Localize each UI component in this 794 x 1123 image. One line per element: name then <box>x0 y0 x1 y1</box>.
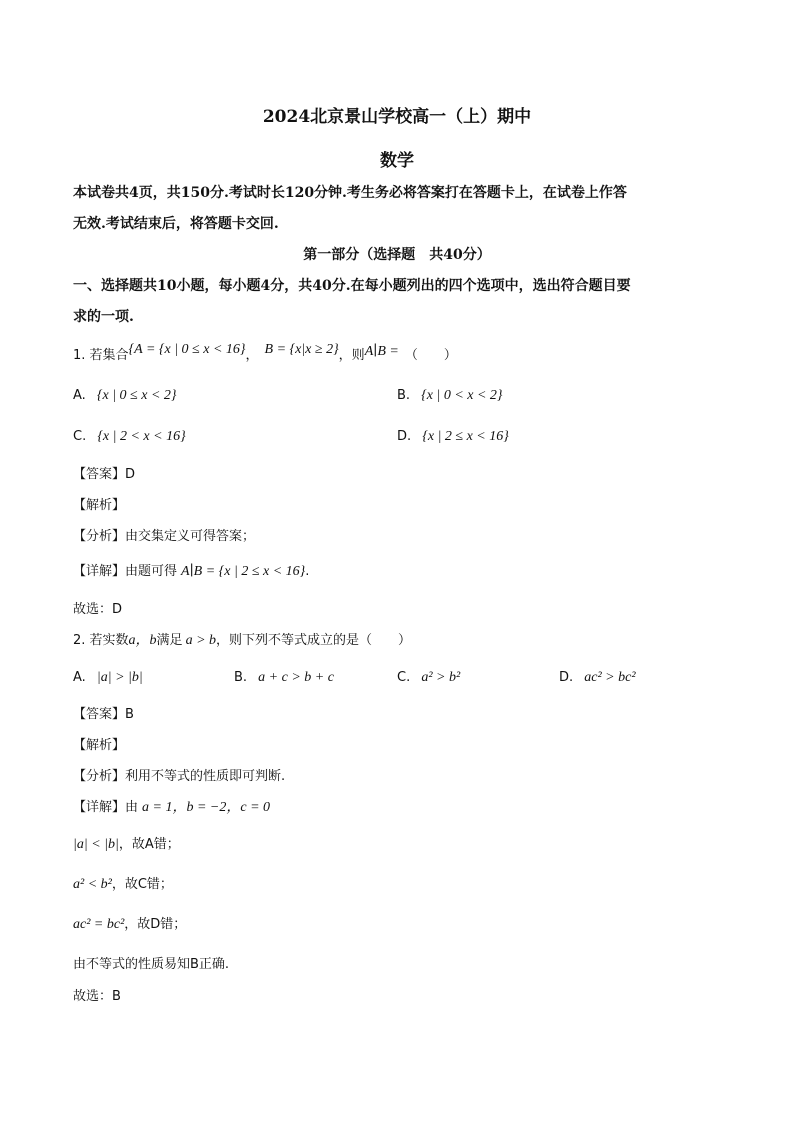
instructions-line-1: 本试卷共4页，共150分.考试时长120分钟.考生务必将答案打在答题卡上，在试卷上作答 <box>73 185 627 201</box>
q1-set-a: {A = {x | 0 ≤ x < 16} <box>128 342 246 357</box>
q2-option-b: B. a + c > b + c <box>234 670 334 685</box>
q2-option-c: C. a² > b² <box>397 670 461 685</box>
section-desc-line-1: 一、选择题共10小题，每小题4分，共40分.在每小题列出的四个选项中，选出符合题目要 <box>73 278 631 294</box>
q1-sep: ， <box>245 348 259 363</box>
q1-option-c: C. {x | 2 < x < 16} <box>73 429 186 444</box>
q2-answer: 【答案】B <box>73 707 134 722</box>
q1-xiangjie: 【详解】由题可得 A∣B = {x | 2 ≤ x < 16}. <box>73 564 310 579</box>
q1-expr: A∣B = <box>364 344 399 359</box>
section-desc-line-2: 求的一项. <box>73 309 134 325</box>
q1-option-b: B. {x | 0 < x < 2} <box>397 388 503 403</box>
q1-stem-suffix: ，则 <box>338 348 365 363</box>
question-2-stem: 2. 若实数a，b满足 a > b，则下列不等式成立的是（ ） <box>73 633 412 648</box>
question-1-stem <box>73 344 457 364</box>
q1-fenxi: 【分析】由交集定义可得答案； <box>73 529 256 544</box>
q1-option-a: A. {x | 0 ≤ x < 2} <box>73 388 177 403</box>
q2-option-a: A. |a| > |b| <box>73 670 143 685</box>
q1-option-d: D. {x | 2 ≤ x < 16} <box>397 429 509 444</box>
part-heading: 第一部分（选择题 共40分） <box>303 247 491 263</box>
q1-answer: 【答案】D <box>73 467 136 482</box>
q1-choose: 故选：D <box>73 602 123 617</box>
q2-xiangjie: 【详解】由 a = 1，b = −2，c = 0 <box>73 800 271 815</box>
subject-title: 数学 <box>380 151 414 171</box>
q2-step-1: |a| < |b|，故A错； <box>73 837 180 852</box>
q1-set-b: B = {x|x ≥ 2} <box>264 342 339 357</box>
q2-fenxi: 【分析】利用不等式的性质即可判断. <box>73 769 286 784</box>
q2-step-2: a² < b²，故C错； <box>73 877 173 892</box>
instructions-line-2: 无效.考试结束后，将答题卡交回. <box>73 216 279 232</box>
q2-analysis-tag: 【解析】 <box>73 738 126 753</box>
q2-step-3: ac² = bc²，故D错； <box>73 917 187 932</box>
q1-stem-prefix: 1. 若集合 <box>73 348 129 363</box>
q1-paren: （ ） <box>404 348 457 363</box>
q2-option-d: D. ac² > bc² <box>559 670 636 685</box>
q2-conclusion: 由不等式的性质易知B正确. <box>73 957 230 972</box>
page-title: 2024北京景山学校高一（上）期中 <box>262 107 532 127</box>
q2-choose: 故选：B <box>73 989 121 1004</box>
q1-analysis-tag: 【解析】 <box>73 498 126 513</box>
